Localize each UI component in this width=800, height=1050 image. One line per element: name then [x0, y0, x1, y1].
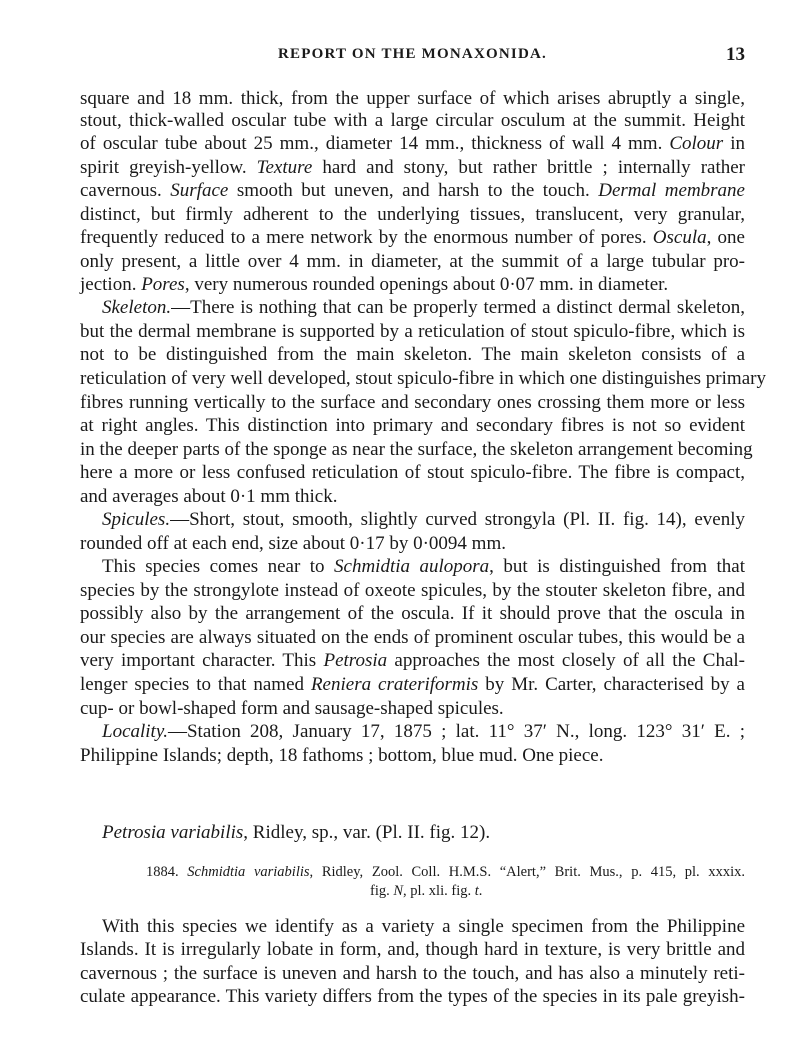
text-line: in the deeper parts of the sponge as near the surface, the skeleton arrangement becoming: [80, 439, 753, 460]
text-line: species by the strongylote instead of oxeote spicules, by the stouter skeleton fibre, and: [80, 580, 745, 601]
text-line: spirit greyish-yellow. Texture hard and stony, but rather brittle ; internally rather: [80, 157, 745, 178]
text-line: frequently reduced to a mere network by the enormous number of pores. Oscula, one: [80, 227, 745, 248]
page-number: 13: [726, 44, 745, 65]
text-line: Spicules.—Short, stout, smooth, slightly curved strongyla (Pl. II. fig. 14), evenly: [102, 509, 745, 530]
text-line: culate appearance. This variety differs from the types of the species in its pale greyish-: [80, 986, 745, 1007]
text-line: stout, thick-walled oscular tube with a large circular osculum at the summit. Height: [80, 110, 745, 131]
text-line: at right angles. This distinction into primary and secondary fibres is not so evident: [80, 415, 745, 436]
text-line: Skeleton.—There is nothing that can be properly termed a distinct dermal skeleton,: [102, 297, 745, 318]
text-line: distinct, but firmly adherent to the underlying tissues, translucent, very granular,: [80, 204, 745, 225]
text-line: rounded off at each end, size about 0·17 by 0·0094 mm.: [80, 533, 506, 554]
text-line: cavernous ; the surface is uneven and harsh to the touch, and has also a minutely reti-: [80, 963, 745, 984]
text-line: reticulation of very well developed, stout spiculo-fibre in which one distinguishes primary: [80, 368, 766, 389]
text-line: square and 18 mm. thick, from the upper surface of which arises abruptly a single,: [80, 88, 745, 109]
text-line: possibly also by the arrangement of the oscula. If it should prove that the oscula in: [80, 603, 745, 624]
text-line: only present, a little over 4 mm. in diameter, at the summit of a large tubular pro-: [80, 251, 745, 272]
synonymy-reference-cont: fig. N, pl. xli. fig. t.: [370, 883, 483, 899]
text-line: of oscular tube about 25 mm., diameter 14 mm., thickness of wall 4 mm. Colour in: [80, 133, 745, 154]
species-heading: Petrosia variabilis, Ridley, sp., var. (Pl. II. fig. 12).: [102, 822, 491, 843]
text-line: Philippine Islands; depth, 18 fathoms ; bottom, blue mud. One piece.: [80, 745, 604, 766]
text-line: here a more or less confused reticulation of stout spiculo-fibre. The fibre is compact,: [80, 462, 745, 483]
text-line: our species are always situated on the ends of prominent oscular tubes, this would be a: [80, 627, 745, 648]
text-line: With this species we identify as a variety a single specimen from the Philippine: [102, 916, 745, 937]
text-line: Locality.—Station 208, January 17, 1875 ; lat. 11° 37′ N., long. 123° 31′ E. ;: [102, 721, 745, 742]
text-line: not to be distinguished from the main skeleton. The main skeleton consists of a: [80, 344, 745, 365]
text-line: cup- or bowl-shaped form and sausage-shaped spicules.: [80, 698, 504, 719]
text-line: This species comes near to Schmidtia aulopora, but is distinguished from that: [102, 556, 745, 577]
text-line: jection. Pores, very numerous rounded openings about 0·07 mm. in diameter.: [80, 274, 669, 295]
running-header: [80, 46, 745, 70]
synonymy-reference: 1884. Schmidtia variabilis, Ridley, Zool. Coll. H.M.S. “Alert,” Brit. Mus., p. 415, pl. xxxix.: [146, 864, 745, 880]
text-line: but the dermal membrane is supported by a reticulation of stout spiculo-fibre, which is: [80, 321, 745, 342]
text-line: very important character. This Petrosia approaches the most closely of all the Chal-: [80, 650, 745, 671]
text-line: lenger species to that named Reniera crateriformis by Mr. Carter, characterised by a: [80, 674, 745, 695]
text-line: cavernous. Surface smooth but uneven, and harsh to the touch. Dermal membrane: [80, 180, 745, 201]
running-title: REPORT ON THE MONAXONIDA.: [278, 46, 547, 62]
text-line: Islands. It is irregularly lobate in form, and, though hard in texture, is very brittle and: [80, 939, 745, 960]
text-line: fibres running vertically to the surface and secondary ones crossing them more or less: [80, 392, 745, 413]
text-line: and averages about 0·1 mm thick.: [80, 486, 338, 507]
